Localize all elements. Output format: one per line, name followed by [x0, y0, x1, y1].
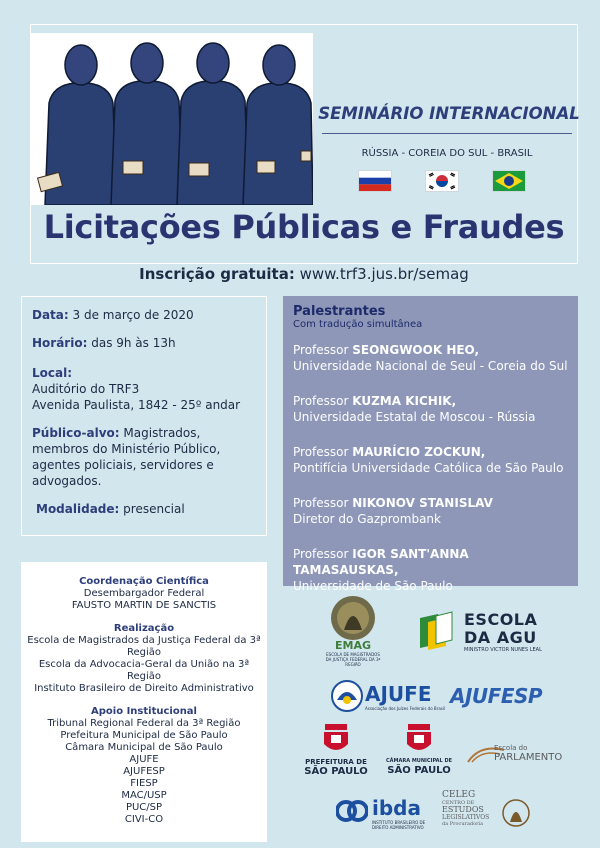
realization-title: Realização	[113, 623, 175, 634]
speaker-affiliation: Universidade Nacional de Seul - Coreia do Sul	[293, 359, 568, 373]
coordination-title: Coordenação Científica	[79, 576, 209, 587]
support-title: Apoio Institucional	[91, 706, 197, 717]
speaker-name: KUZMA KICHIK,	[352, 394, 457, 408]
audience-label: Público-alvo:	[32, 426, 120, 440]
page-title: Licitações Públicas e Fraudes	[43, 208, 565, 246]
speaker-affiliation: Universidade de São Paulo	[293, 579, 453, 593]
speaker-affiliation: Diretor do Gazprombank	[293, 512, 441, 526]
support-line: PUC/SP	[125, 802, 163, 813]
time-row	[32, 335, 256, 351]
speaker-item	[293, 342, 568, 374]
registration-url[interactable]: www.trf3.jus.br/semag	[299, 265, 469, 283]
speaker-item	[293, 495, 568, 527]
audience-value: Magistrados, membros do Ministério Público, agentes policiais, servidores e advogados.	[32, 426, 221, 488]
support-line: AJUFESP	[123, 766, 165, 777]
event-info-box	[21, 296, 267, 536]
date-row	[32, 307, 256, 323]
registration-label: Inscrição gratuita:	[139, 265, 295, 283]
illustration-four-men-behind-backs	[31, 33, 313, 205]
emag-logo	[322, 594, 384, 672]
escola-parlamento-logo	[466, 740, 566, 776]
place-line-1: Auditório do TRF3	[32, 382, 140, 396]
credits-box	[21, 562, 267, 842]
brazil-flag	[492, 170, 526, 192]
modality-value: presencial	[123, 502, 185, 516]
support-line: MAC/USP	[121, 790, 167, 801]
support-line: Tribunal Regional Federal da 3ª Região	[47, 718, 241, 729]
place-line-2: Avenida Paulista, 1842 - 25º andar	[32, 398, 241, 412]
russia-flag	[358, 170, 392, 192]
parlamento-text-1: Escola do	[494, 744, 528, 752]
realization-line: Instituto Brasileiro de Direito Administrativo	[34, 683, 254, 694]
speakers-panel	[283, 296, 578, 593]
ajufe-text: AJUFE	[365, 682, 432, 706]
coordination-line: FAUSTO MARTIN DE SANCTIS	[71, 600, 217, 611]
camara-sp-logo	[380, 722, 458, 782]
speaker-name: SEONGWOOK HEO,	[352, 343, 480, 357]
celeg-text-1: CELEG	[442, 790, 476, 800]
speaker-prefix: Professor	[293, 394, 349, 408]
speakers-title: Palestrantes	[293, 304, 386, 319]
speaker-affiliation: Universidade Estatal de Moscou - Rússia	[293, 410, 536, 424]
speaker-prefix: Professor	[293, 343, 349, 357]
camara-text-2: SÃO PAULO	[387, 765, 451, 776]
audience-row	[32, 425, 256, 489]
ajufe-subtext: Associação dos Juízes Federais do Brasil	[365, 706, 446, 711]
prefeitura-text-1: PREFEITURA DE	[305, 758, 367, 766]
support-line: CIVI-CO	[124, 814, 164, 825]
ibda-subtext-1: INSTITUTO BRASILEIRO DE	[372, 820, 426, 825]
speaker-name: NIKONOV STANISLAV	[352, 496, 493, 510]
ibda-logo	[336, 796, 436, 832]
south-korea-flag	[425, 170, 459, 192]
ibda-text: ibda	[372, 796, 421, 820]
support-line: Prefeitura Municipal de São Paulo	[60, 730, 228, 741]
celeg-text-3: ESTUDOS	[442, 805, 484, 814]
seminar-type: SEMINÁRIO INTERNACIONAL	[318, 104, 580, 123]
speaker-item	[293, 444, 568, 476]
prefeitura-text-2: SÃO PAULO	[304, 766, 368, 777]
celeg-text-4: LEGISLATIVOS	[442, 814, 490, 821]
date-value: 3 de março de 2020	[72, 308, 194, 322]
time-label: Horário:	[32, 336, 88, 350]
place-label: Local:	[32, 366, 73, 380]
speaker-name: MAURÍCIO ZOCKUN,	[352, 445, 486, 459]
ajufesp-logo: AJUFESP	[450, 684, 543, 708]
registration-line	[30, 265, 578, 283]
modality-row	[32, 501, 256, 517]
emag-subtext: ESCOLA DE MAGISTRADOS DA JUSTIÇA FEDERAL DA 3ª REGIÃO	[325, 652, 381, 667]
coordination-line: Desembargador Federal	[83, 588, 205, 599]
speaker-prefix: Professor	[293, 445, 349, 459]
date-label: Data:	[32, 308, 69, 322]
prefeitura-sp-logo	[298, 722, 374, 782]
support-line: AJUFE	[129, 754, 159, 765]
speaker-prefix: Professor	[293, 547, 349, 561]
agu-subtext: MINISTRO VICTOR NUNES LEAL	[464, 647, 542, 653]
agu-text-1: ESCOLA	[464, 610, 538, 629]
celeg-logo	[442, 790, 532, 840]
speaker-item	[293, 546, 568, 594]
modality-label: Modalidade:	[36, 502, 120, 516]
divider	[322, 133, 572, 134]
ajufe-logo	[331, 680, 446, 716]
realization-line: Escola de Magistrados da Justiça Federal da 3ª Região	[27, 635, 261, 658]
speaker-name: IGOR SANT'ANNA TAMASAUSKAS,	[293, 547, 469, 577]
support-line: FIESP	[130, 778, 158, 789]
support-line: Câmara Municipal de São Paulo	[65, 742, 223, 753]
speaker-item	[293, 393, 568, 425]
time-value: das 9h às 13h	[91, 336, 176, 350]
celeg-text-2: CENTRO DE	[442, 800, 475, 806]
place-row	[32, 365, 256, 413]
celeg-text-5: da Procuradoria	[442, 821, 484, 827]
realization-line: Escola da Advocacia-Geral da União na 3ª Região	[38, 659, 250, 682]
seminar-countries: RÚSSIA - COREIA DO SUL - BRASIL	[361, 148, 533, 159]
parlamento-text-2: PARLAMENTO	[494, 752, 563, 763]
speaker-affiliation: Pontifícia Universidade Católica de São Paulo	[293, 461, 564, 475]
ibda-subtext-2: DIREITO ADMINISTRATIVO	[372, 825, 424, 830]
camara-text-1: CÂMARA MUNICIPAL DE	[385, 758, 453, 764]
agu-text-2: DA AGU	[464, 628, 537, 647]
speaker-prefix: Professor	[293, 496, 349, 510]
speakers-subtitle: Com tradução simultânea	[293, 319, 423, 330]
escola-agu-logo	[416, 610, 566, 660]
emag-text: EMAG	[334, 639, 371, 652]
